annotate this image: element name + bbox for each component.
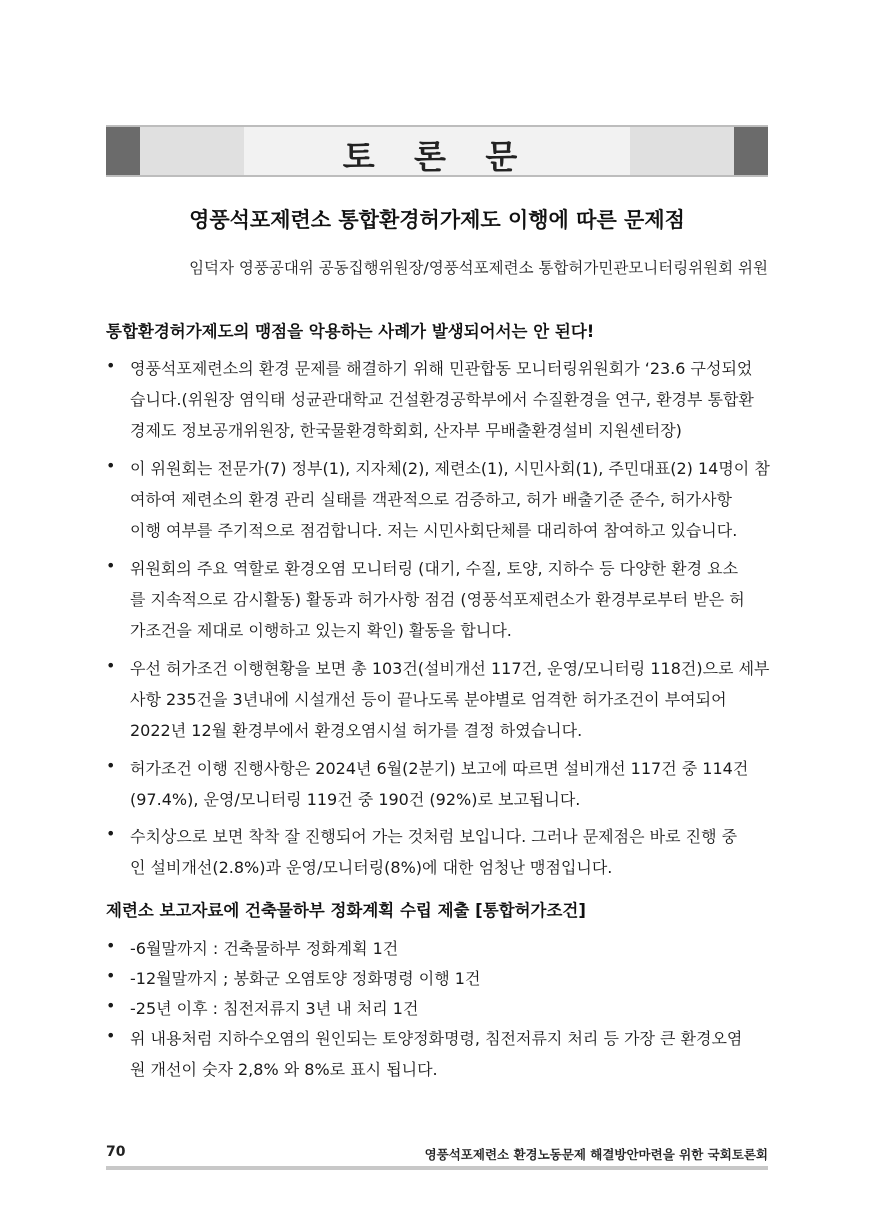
bullet-dot: •	[106, 936, 116, 955]
bullet-line: 원 개선이 숫자 2,8% 와 8%로 표시 됩니다.	[130, 1060, 438, 1079]
bullet-line: 위원회의 주요 역할로 환경오염 모니터링 (대기, 수질, 토양, 지하수 등 다양한 환경 요소	[130, 559, 739, 578]
bullet-line: (97.4%), 운영/모니터링 119건 중 190건 (92%)로 보고됩니다.	[130, 790, 581, 809]
footer-title: 영풍석포제련소 환경노동문제 해결방안마련을 위한 국회토론회	[424, 1147, 768, 1162]
page-number: 70	[106, 1144, 126, 1160]
bullet-line: 2022년 12월 환경부에서 환경오염시설 허가를 결정 하였습니다.	[130, 721, 583, 740]
bullet-line: 우선 허가조건 이행현황을 보면 총 103건(설비개선 117건, 운영/모니터링 118건)으로 세부	[130, 659, 770, 678]
bullet-dot: •	[106, 966, 116, 985]
banner-title: 토 론 문	[342, 137, 532, 176]
bullet-dot: •	[106, 756, 116, 775]
bullet-line: 위 내용처럼 지하수오염의 원인되는 토양정화명령, 침전저류지 처리 등 가장 큰 환경오염	[130, 1029, 743, 1048]
bullet-line: 인 설비개선(2.8%)과 운영/모니터링(8%)에 대한 엄청난 맹점입니다.	[130, 858, 613, 877]
bullet-line: 사항 235건을 3년내에 시설개선 등이 끝나도록 분야별로 엄격한 허가조건이 부여되어	[130, 690, 727, 709]
bullet-line: -25년 이후 : 침전저류지 3년 내 처리 1건	[130, 999, 419, 1018]
bullet-line: -6월말까지 : 건축물하부 정화계획 1건	[130, 939, 399, 958]
bullet-dot: •	[106, 996, 116, 1015]
bullet-dot: •	[106, 456, 116, 475]
bullet-line: -12월말까지 ; 봉화군 오염토양 정화명령 이행 1건	[130, 969, 481, 988]
bullet-line: 경제도 정보공개위원장, 한국물환경학회회, 산자부 무배출환경설비 지원센터장)	[130, 421, 682, 440]
title-banner	[106, 125, 768, 177]
author-line: 임덕자 영풍공대위 공동집행위원장/영풍석포제련소 통합허가민관모니터링위원회 위원	[189, 259, 768, 277]
bullet-dot: •	[106, 824, 116, 843]
bullet-dot: •	[106, 1026, 116, 1045]
bullet-line: 영풍석포제련소의 환경 문제를 해결하기 위해 민관합동 모니터링위원회가 ‘23.6 구성되었	[130, 359, 753, 378]
bullet-line: 이행 여부를 주기적으로 점검합니다. 저는 시민사회단체를 대리하여 참여하고 있습니다.	[130, 521, 738, 540]
document-title: 영풍석포제련소 통합환경허가제도 이행에 따른 문제점	[189, 208, 685, 232]
bullet-dot: •	[106, 556, 116, 575]
footer-divider	[106, 1166, 768, 1170]
bullet-line: 습니다.(위원장 염익태 성균관대학교 건설환경공학부에서 수질환경을 연구, 환경부 통합환	[130, 390, 754, 409]
section-heading-1: 통합환경허가제도의 맹점을 악용하는 사례가 발생되어서는 안 된다!	[106, 322, 595, 341]
bullet-line: 를 지속적으로 감시활동) 활동과 허가사항 점검 (영풍석포제련소가 환경부로부터 받은 허	[130, 590, 745, 609]
section-heading-2: 제련소 보고자료에 건축물하부 정화계획 수립 제출 [통합허가조건]	[106, 901, 586, 920]
bullet-line: 여하여 제련소의 환경 관리 실태를 객관적으로 검증하고, 허가 배출기준 준수, 허가사항	[130, 490, 732, 509]
bullet-line: 가조건을 제대로 이행하고 있는지 확인) 활동을 합니다.	[130, 621, 512, 640]
bullet-line: 허가조건 이행 진행사항은 2024년 6월(2분기) 보고에 따르면 설비개선 117건 중 114건	[130, 759, 749, 778]
bullet-dot: •	[106, 356, 116, 375]
bullet-dot: •	[106, 656, 116, 675]
bullet-line: 이 위원회는 전문가(7) 정부(1), 지자체(2), 제련소(1), 시민사회(1), 주민대표(2) 14명이 참	[130, 459, 770, 478]
bullet-line: 수치상으로 보면 착착 잘 진행되어 가는 것처럼 보입니다. 그러나 문제점은 바로 진행 중	[130, 827, 738, 846]
